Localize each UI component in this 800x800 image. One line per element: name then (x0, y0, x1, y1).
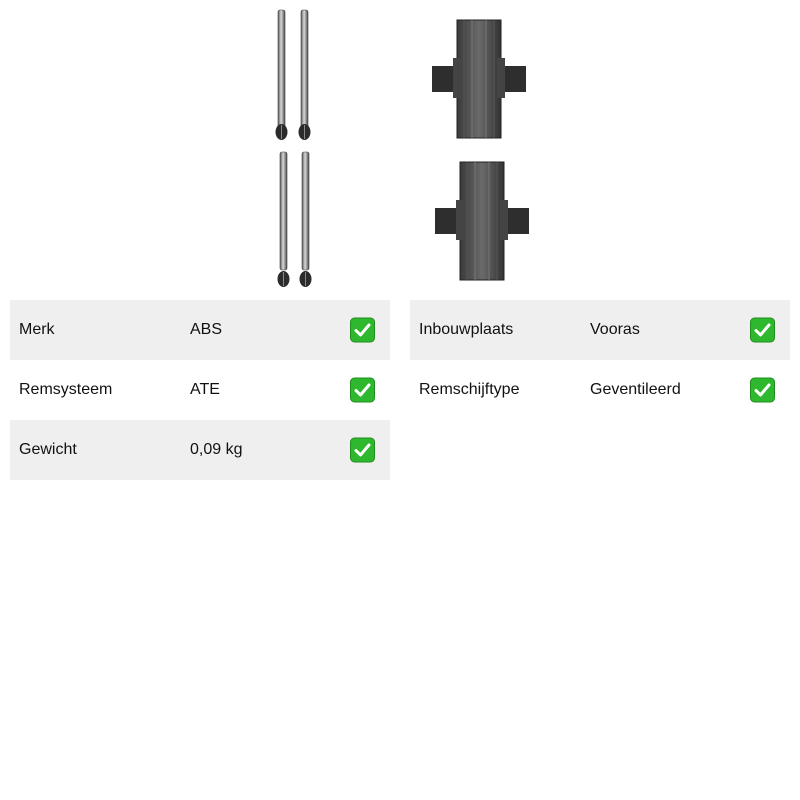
check-mark-icon (350, 378, 375, 403)
spec-table-right (410, 300, 790, 420)
spec-row-remschijftype (410, 360, 790, 420)
spring-clip-bottom (435, 162, 529, 280)
check-mark-icon (750, 318, 775, 343)
check-mark-icon (350, 438, 375, 463)
spec-row-inbouwplaats (410, 300, 790, 360)
guide-pin-top-right (299, 10, 311, 140)
spec-label: Gewicht (19, 441, 77, 458)
spec-row-gewicht (10, 420, 390, 480)
spec-value: ATE (190, 381, 220, 398)
guide-pin-top-left (276, 10, 288, 140)
spring-clip-top (432, 20, 526, 138)
check-mark-icon (350, 318, 375, 343)
spec-label: Inbouwplaats (419, 321, 514, 338)
spec-table-left (10, 300, 390, 480)
spec-value: Geventileerd (590, 381, 681, 398)
guide-pin-bottom-left (278, 152, 290, 287)
spec-value: Vooras (590, 321, 640, 338)
spec-label: Remschijftype (419, 381, 520, 398)
guide-pin-bottom-right (300, 152, 312, 287)
spec-label: Merk (19, 321, 55, 338)
spec-value: 0,09 kg (190, 441, 243, 458)
spec-value: ABS (190, 321, 223, 338)
check-mark-icon (750, 378, 775, 403)
spec-row-merk (10, 300, 390, 360)
spec-label: Remsysteem (19, 381, 113, 398)
spec-row-remsysteem (10, 360, 390, 420)
product-image (250, 0, 550, 295)
